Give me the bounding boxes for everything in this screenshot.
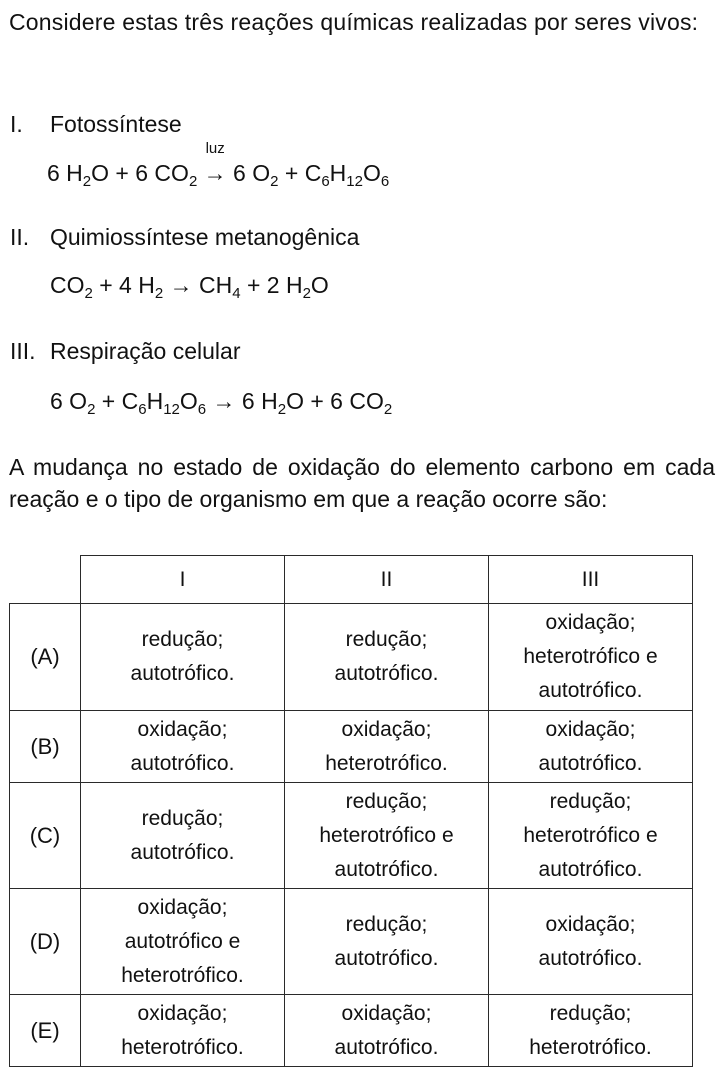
table-cell: oxidação; heterotrófico.: [285, 711, 489, 783]
column-header: I: [81, 556, 285, 604]
item-3-numeral: III.: [10, 338, 36, 364]
item-1-title: Fotossíntese: [50, 111, 182, 137]
equation-respiration: 6 $O_2 + C_6H_{12}O_6 \to 6$ $H_2O + 6$ $CO_2$: [50, 388, 393, 418]
option-letter: (C): [10, 783, 81, 889]
item-3-title: Respiração celular: [50, 338, 241, 364]
table-row: [10, 783, 693, 889]
table-cell: redução; heterotrófico e autotrófico.: [285, 783, 489, 889]
column-header: II: [285, 556, 489, 604]
table-cell: oxidação; autotrófico e heterotrófico.: [81, 889, 285, 995]
item-1-heading: [10, 110, 182, 138]
item-3-heading: [10, 337, 240, 365]
table-row: [10, 711, 693, 783]
equation-chemosynthesis: $CO_2 + 4$ $H_2 \to CH_4 + 2$ $H_2O$: [50, 272, 329, 302]
table-cell: oxidação; autotrófico.: [489, 711, 693, 783]
table-cell: redução; heterotrófico.: [489, 995, 693, 1067]
table-row: [10, 604, 693, 711]
intro-text: Considere estas três reações químicas realizadas por seres vivos:: [9, 9, 699, 35]
table-cell: oxidação; heterotrófico.: [81, 995, 285, 1067]
table-cell: redução; autotrófico.: [81, 604, 285, 711]
equation-photosynthesis: 6 $H_2O + 6$ $CO_2$ luz → 6 $O_2 + C_6H_{12}O_6$: [47, 140, 390, 190]
option-letter: (A): [10, 604, 81, 711]
table-cell: redução; heterotrófico e autotrófico.: [489, 783, 693, 889]
table-header-row: [10, 556, 693, 604]
table-cell: oxidação; autotrófico.: [81, 711, 285, 783]
reaction-arrow: luz →: [203, 140, 227, 186]
blank-corner-cell: [10, 556, 81, 604]
table-row: [10, 889, 693, 995]
table-cell: redução; autotrófico.: [81, 783, 285, 889]
column-header: III: [489, 556, 693, 604]
table-cell: redução; autotrófico.: [285, 889, 489, 995]
arrow-label-light: luz: [205, 140, 225, 157]
question-text: A mudança no estado de oxidação do elemento carbono em cada reação e o tipo de organismo em que a reação ocorre são:: [9, 454, 715, 512]
option-letter: (D): [10, 889, 81, 995]
table-cell: oxidação; autotrófico.: [489, 889, 693, 995]
table-cell: oxidação; autotrófico.: [285, 995, 489, 1067]
option-letter: (E): [10, 995, 81, 1067]
option-letter: (B): [10, 711, 81, 783]
item-1-numeral: I.: [10, 111, 23, 137]
item-2-heading: [10, 223, 359, 251]
answer-table: [9, 555, 693, 1067]
table-cell: oxidação; heterotrófico e autotrófico.: [489, 604, 693, 711]
item-2-numeral: II.: [10, 224, 30, 250]
item-2-title: Quimiossíntese metanogênica: [50, 224, 360, 250]
table-row: [10, 995, 693, 1067]
table-cell: redução; autotrófico.: [285, 604, 489, 711]
